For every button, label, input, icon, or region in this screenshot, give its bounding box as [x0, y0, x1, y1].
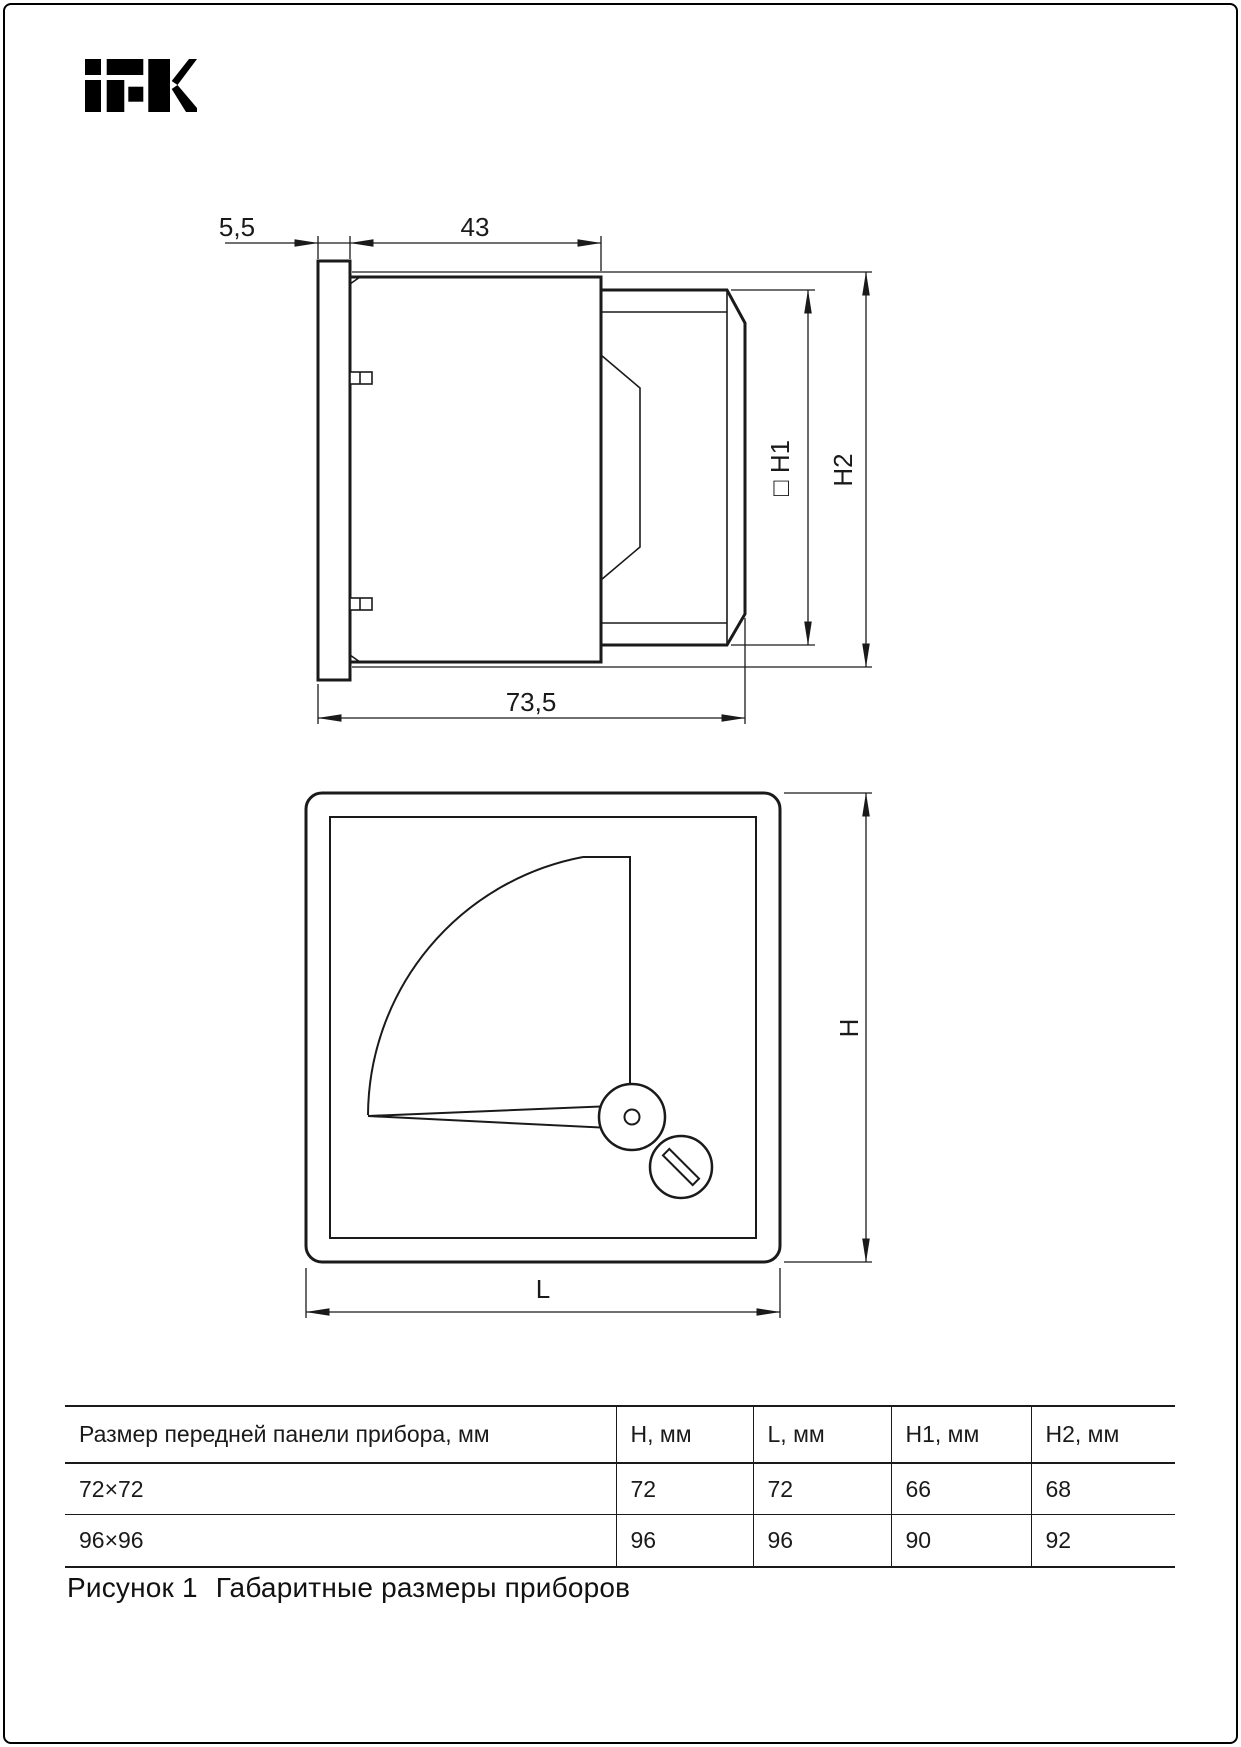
dim-label-panel-thickness: 5,5 [218, 212, 256, 242]
meter-body [350, 277, 601, 662]
cell-size-72: 72×72 [65, 1463, 616, 1515]
figure-caption [67, 1572, 630, 1604]
table-row [65, 1463, 1175, 1515]
figure-caption-text: Габаритные размеры приборов [215, 1572, 631, 1603]
cell: 92 [1031, 1515, 1175, 1568]
needle-pivot [599, 1084, 665, 1150]
col-header-panel-size: Размер передней панели прибора, мм [65, 1406, 616, 1463]
panel-plate [318, 261, 350, 680]
dim-label-h1: □ H1 [765, 439, 795, 497]
cell: 96 [616, 1515, 753, 1568]
figure-number: Рисунок 1 [67, 1572, 198, 1603]
zero-adjust-screw [650, 1136, 712, 1198]
col-header-l: L, мм [753, 1406, 891, 1463]
table-row [65, 1515, 1175, 1568]
table-header-row [65, 1406, 1175, 1463]
col-header-h2: H2, мм [1031, 1406, 1175, 1463]
cell: 72 [753, 1463, 891, 1515]
dim-label-body-depth: 43 [460, 212, 490, 242]
side-view [219, 212, 872, 724]
dimensions-table [65, 1405, 1175, 1568]
cell: 68 [1031, 1463, 1175, 1515]
cell-size-96: 96×96 [65, 1515, 616, 1568]
rear-block [601, 290, 745, 645]
dim-label-total-depth: 73,5 [505, 687, 557, 717]
cell: 66 [891, 1463, 1031, 1515]
dim-label-height: H [834, 1018, 864, 1038]
dim-label-h2: H2 [828, 453, 858, 487]
cell: 72 [616, 1463, 753, 1515]
col-header-h: H, мм [616, 1406, 753, 1463]
cell: 90 [891, 1515, 1031, 1568]
front-view [306, 793, 872, 1318]
cell: 96 [753, 1515, 891, 1568]
dim-label-width: L [535, 1274, 551, 1304]
col-header-h1: H1, мм [891, 1406, 1031, 1463]
